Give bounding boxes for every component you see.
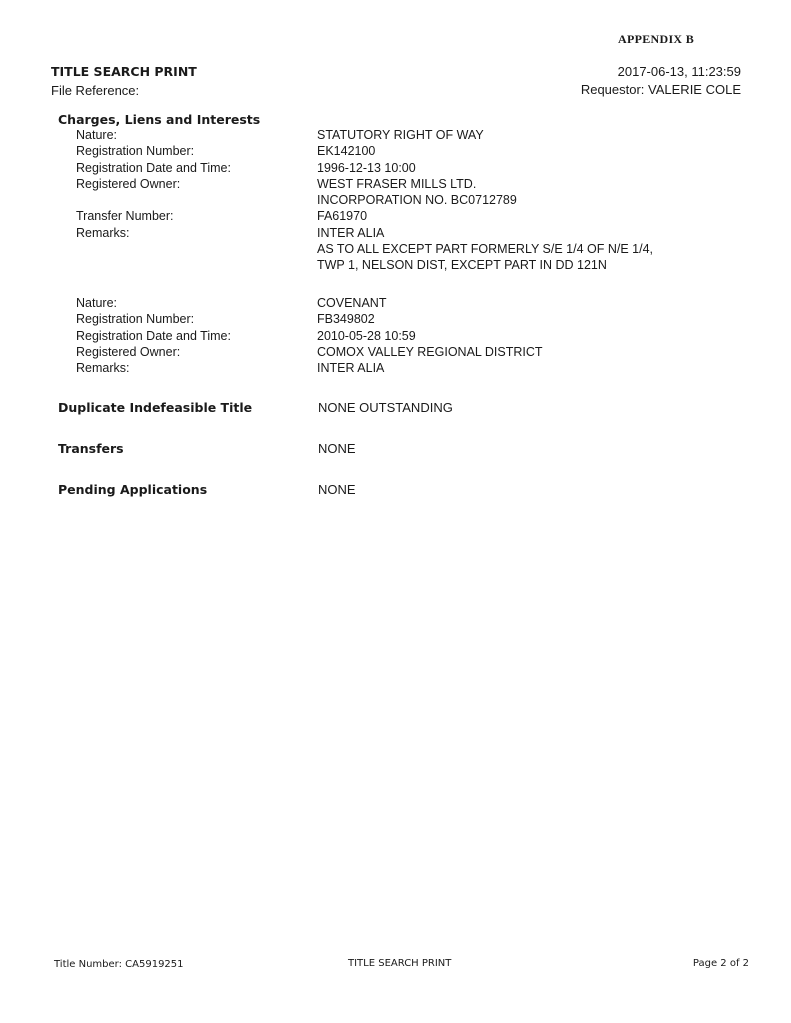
footer-page-number: Page 2 of 2 bbox=[692, 958, 749, 969]
file-reference: File Reference: bbox=[51, 83, 140, 98]
footer-title-number: Title Number: CA5919251 bbox=[54, 959, 184, 970]
charges-heading: Charges, Liens and Interests bbox=[58, 112, 261, 127]
registration-number-value: EK142100 bbox=[317, 144, 376, 159]
registration-number-value: FB349802 bbox=[317, 312, 375, 327]
remarks-value-line-3: TWP 1, NELSON DIST, EXCEPT PART IN DD 121N bbox=[317, 258, 607, 273]
charge-entry-1-values bbox=[317, 127, 653, 274]
transfers-value: NONE bbox=[318, 441, 356, 456]
remarks-label: Remarks: bbox=[76, 225, 130, 240]
registration-date-value: 2010-05-28 10:59 bbox=[317, 328, 416, 343]
registered-owner-incorporation: INCORPORATION NO. BC0712789 bbox=[317, 193, 517, 208]
registration-date-label: Registration Date and Time: bbox=[76, 160, 231, 175]
nature-label: Nature: bbox=[76, 296, 117, 310]
print-datetime: 2017-06-13, 11:23:59 bbox=[617, 64, 741, 79]
registered-owner-label: Registered Owner: bbox=[76, 344, 181, 359]
registration-number-label: Registration Number: bbox=[76, 144, 195, 159]
registration-date-value: 1996-12-13 10:00 bbox=[317, 160, 416, 175]
requestor: Requestor: VALERIE COLE bbox=[580, 82, 741, 97]
appendix-label: APPENDIX B bbox=[618, 32, 695, 46]
pending-applications-value: NONE bbox=[318, 482, 356, 497]
duplicate-title-heading: Duplicate Indefeasible Title bbox=[58, 400, 253, 415]
nature-value: STATUTORY RIGHT OF WAY bbox=[317, 128, 484, 142]
charge-entry-1-labels bbox=[76, 127, 231, 241]
remarks-value-line-2: AS TO ALL EXCEPT PART FORMERLY S/E 1/4 OF N/E 1/4, bbox=[317, 242, 654, 257]
document-title: TITLE SEARCH PRINT bbox=[51, 64, 197, 79]
registration-number-label: Registration Number: bbox=[76, 312, 195, 327]
charge-entry-2-labels bbox=[76, 295, 231, 376]
transfers-heading: Transfers bbox=[58, 441, 124, 456]
remarks-label: Remarks: bbox=[76, 361, 130, 376]
nature-label: Nature: bbox=[76, 128, 117, 142]
nature-value: COVENANT bbox=[317, 296, 387, 310]
pending-applications-heading: Pending Applications bbox=[58, 482, 208, 497]
charge-entry-2-values bbox=[317, 295, 543, 376]
registered-owner-value: COMOX VALLEY REGIONAL DISTRICT bbox=[317, 344, 543, 359]
registration-date-label: Registration Date and Time: bbox=[76, 328, 231, 343]
remarks-value: INTER ALIA bbox=[317, 225, 385, 240]
remarks-value: INTER ALIA bbox=[317, 361, 385, 376]
transfer-number-value: FA61970 bbox=[317, 209, 368, 224]
registered-owner-value: WEST FRASER MILLS LTD. bbox=[317, 176, 477, 191]
duplicate-title-value: NONE OUTSTANDING bbox=[318, 400, 453, 415]
footer-center-title: TITLE SEARCH PRINT bbox=[348, 958, 452, 969]
registered-owner-label: Registered Owner: bbox=[76, 176, 181, 191]
transfer-number-label: Transfer Number: bbox=[76, 209, 174, 224]
